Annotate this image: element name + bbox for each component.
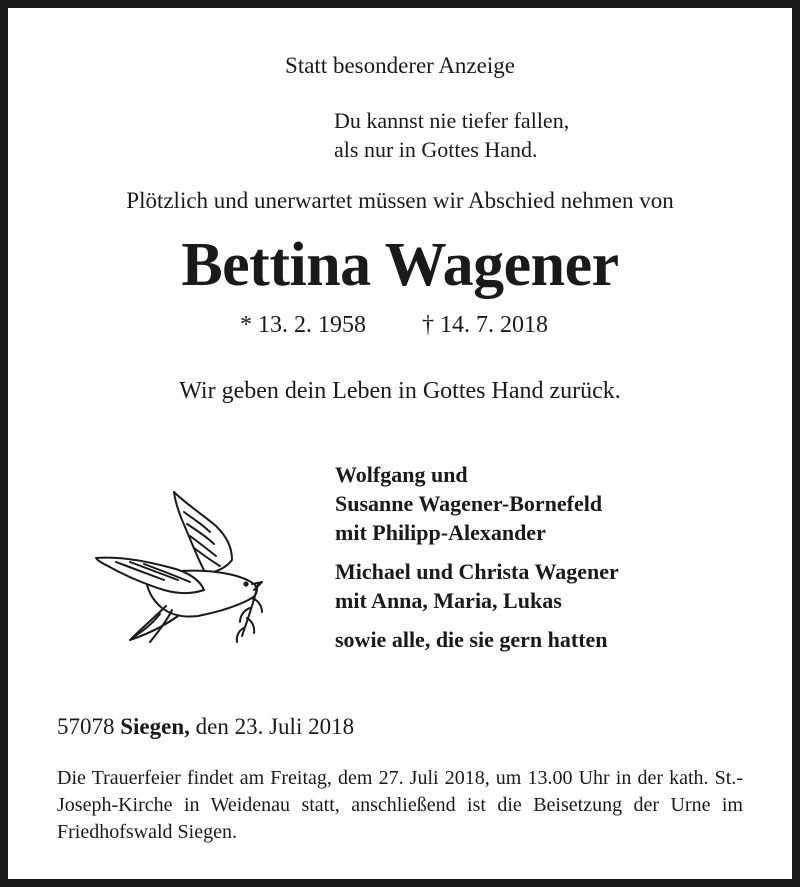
mourner-line: mit Philipp-Alexander	[335, 520, 546, 545]
mourner-line: Susanne Wagener-Bornefeld	[335, 491, 603, 516]
city: Siegen,	[120, 714, 190, 739]
mourner-gap	[335, 615, 619, 625]
death-date: † 14. 7. 2018	[422, 312, 548, 338]
date: den 23. Juli 2018	[195, 714, 355, 739]
mourner-line: sowie alle, die sie gern hatten	[335, 627, 608, 652]
quote	[334, 106, 569, 164]
postcode: 57078	[57, 714, 115, 739]
mourner-line: Michael und Christa Wagener	[335, 559, 619, 584]
birth-date: * 13. 2. 1958	[240, 312, 366, 338]
funeral-details: Die Trauerfeier findet am Freitag, dem 27. Juli 2018, um 13.00 Uhr in der kath. St.-Joseph-Kirche in Weidenau statt, anschließend ist die Beisetzung der Urne im Friedhofswald Siegen.	[57, 767, 743, 843]
mourner-line: mit Anna, Maria, Lukas	[335, 588, 562, 613]
dove-with-olive-branch-icon	[86, 476, 276, 651]
mourners-list	[335, 460, 619, 654]
quote-line: als nur in Gottes Hand.	[334, 137, 538, 162]
deceased-name: Bettina Wagener	[181, 231, 619, 299]
mourner-line: Wolfgang und	[335, 462, 468, 487]
mourner-gap	[335, 547, 619, 557]
place-date-line	[57, 714, 354, 740]
quote-line: Du kannst nie tiefer fallen,	[334, 108, 570, 133]
intro-text: Plötzlich und unerwartet müssen wir Abschied nehmen von	[126, 188, 674, 213]
motto-text: Wir geben dein Leben in Gottes Hand zurück.	[179, 378, 621, 404]
header-text: Statt besonderer Anzeige	[285, 53, 515, 78]
